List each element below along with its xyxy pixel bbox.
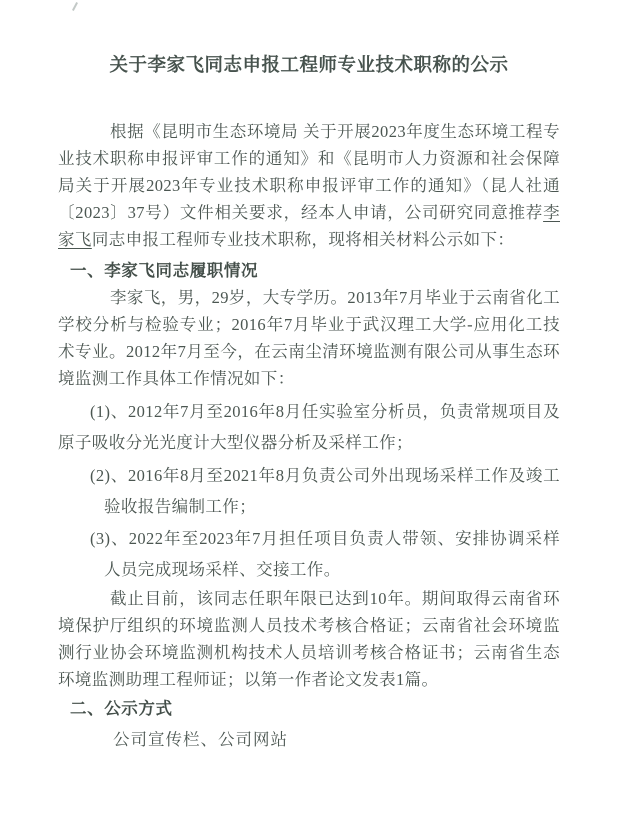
- work-history-item-3: (3)、2022年至2023年7月担任项目负责人带领、安排协调采样人员完成现场采样、交接工作。: [90, 529, 560, 579]
- section2-content: 公司宣传栏、公司网站: [113, 730, 288, 749]
- section1-intro-paragraph: 李家飞，男，29岁，大专学历。2013年7月毕业于云南省化工学校分析与检验专业；2016年7月毕业于武汉理工大学-应用化工技术专业。2012年7月至今，在云南尘清环境监测有限公司从事生态环境监测工作具体工作情况如下：: [58, 288, 560, 388]
- intro-text-before-name: 根据《昆明市生态环境局 关于开展2023年度生态环境工程专业技术职称申报评审工作的通知》和《昆明市人力资源和社会保障局关于开展2023年专业技术职称申报评审工作的通知》（昆人社通〔2023〕37号）文件相关要求，经本人申请，公司研究同意推荐: [58, 122, 560, 222]
- section1-heading: 一、李家飞同志履职情况: [70, 261, 259, 280]
- intro-paragraph: [58, 118, 560, 253]
- section2-heading: 二、公示方式: [70, 699, 173, 718]
- scan-speck: [72, 2, 78, 11]
- work-history-item-2: (2)、2016年8月至2021年8月负责公司外出现场采样工作及竣工验收报告编制工作；: [90, 466, 560, 516]
- section1-summary-paragraph: 截止目前，该同志任职年限已达到10年。期间取得云南省环境保护厅组织的环境监测人员技术考核合格证；云南省社会环境监测行业协会环境监测机构技术人员培训考核合格证书；云南省生态环境监测助理工程师证；以第一作者论文发表1篇。: [58, 589, 560, 689]
- document-title: 关于李家飞同志申报工程师专业技术职称的公示: [109, 56, 509, 76]
- applicant-name-underlined: 李家飞: [58, 203, 560, 249]
- intro-text-after-name: 同志申报工程师专业技术职称，现将相关材料公示如下：: [91, 230, 515, 249]
- work-history-item-1: (1)、2012年7月至2016年8月任实验室分析员，负责常规项目及原子吸收分光光度计大型仪器分析及采样工作；: [58, 402, 560, 452]
